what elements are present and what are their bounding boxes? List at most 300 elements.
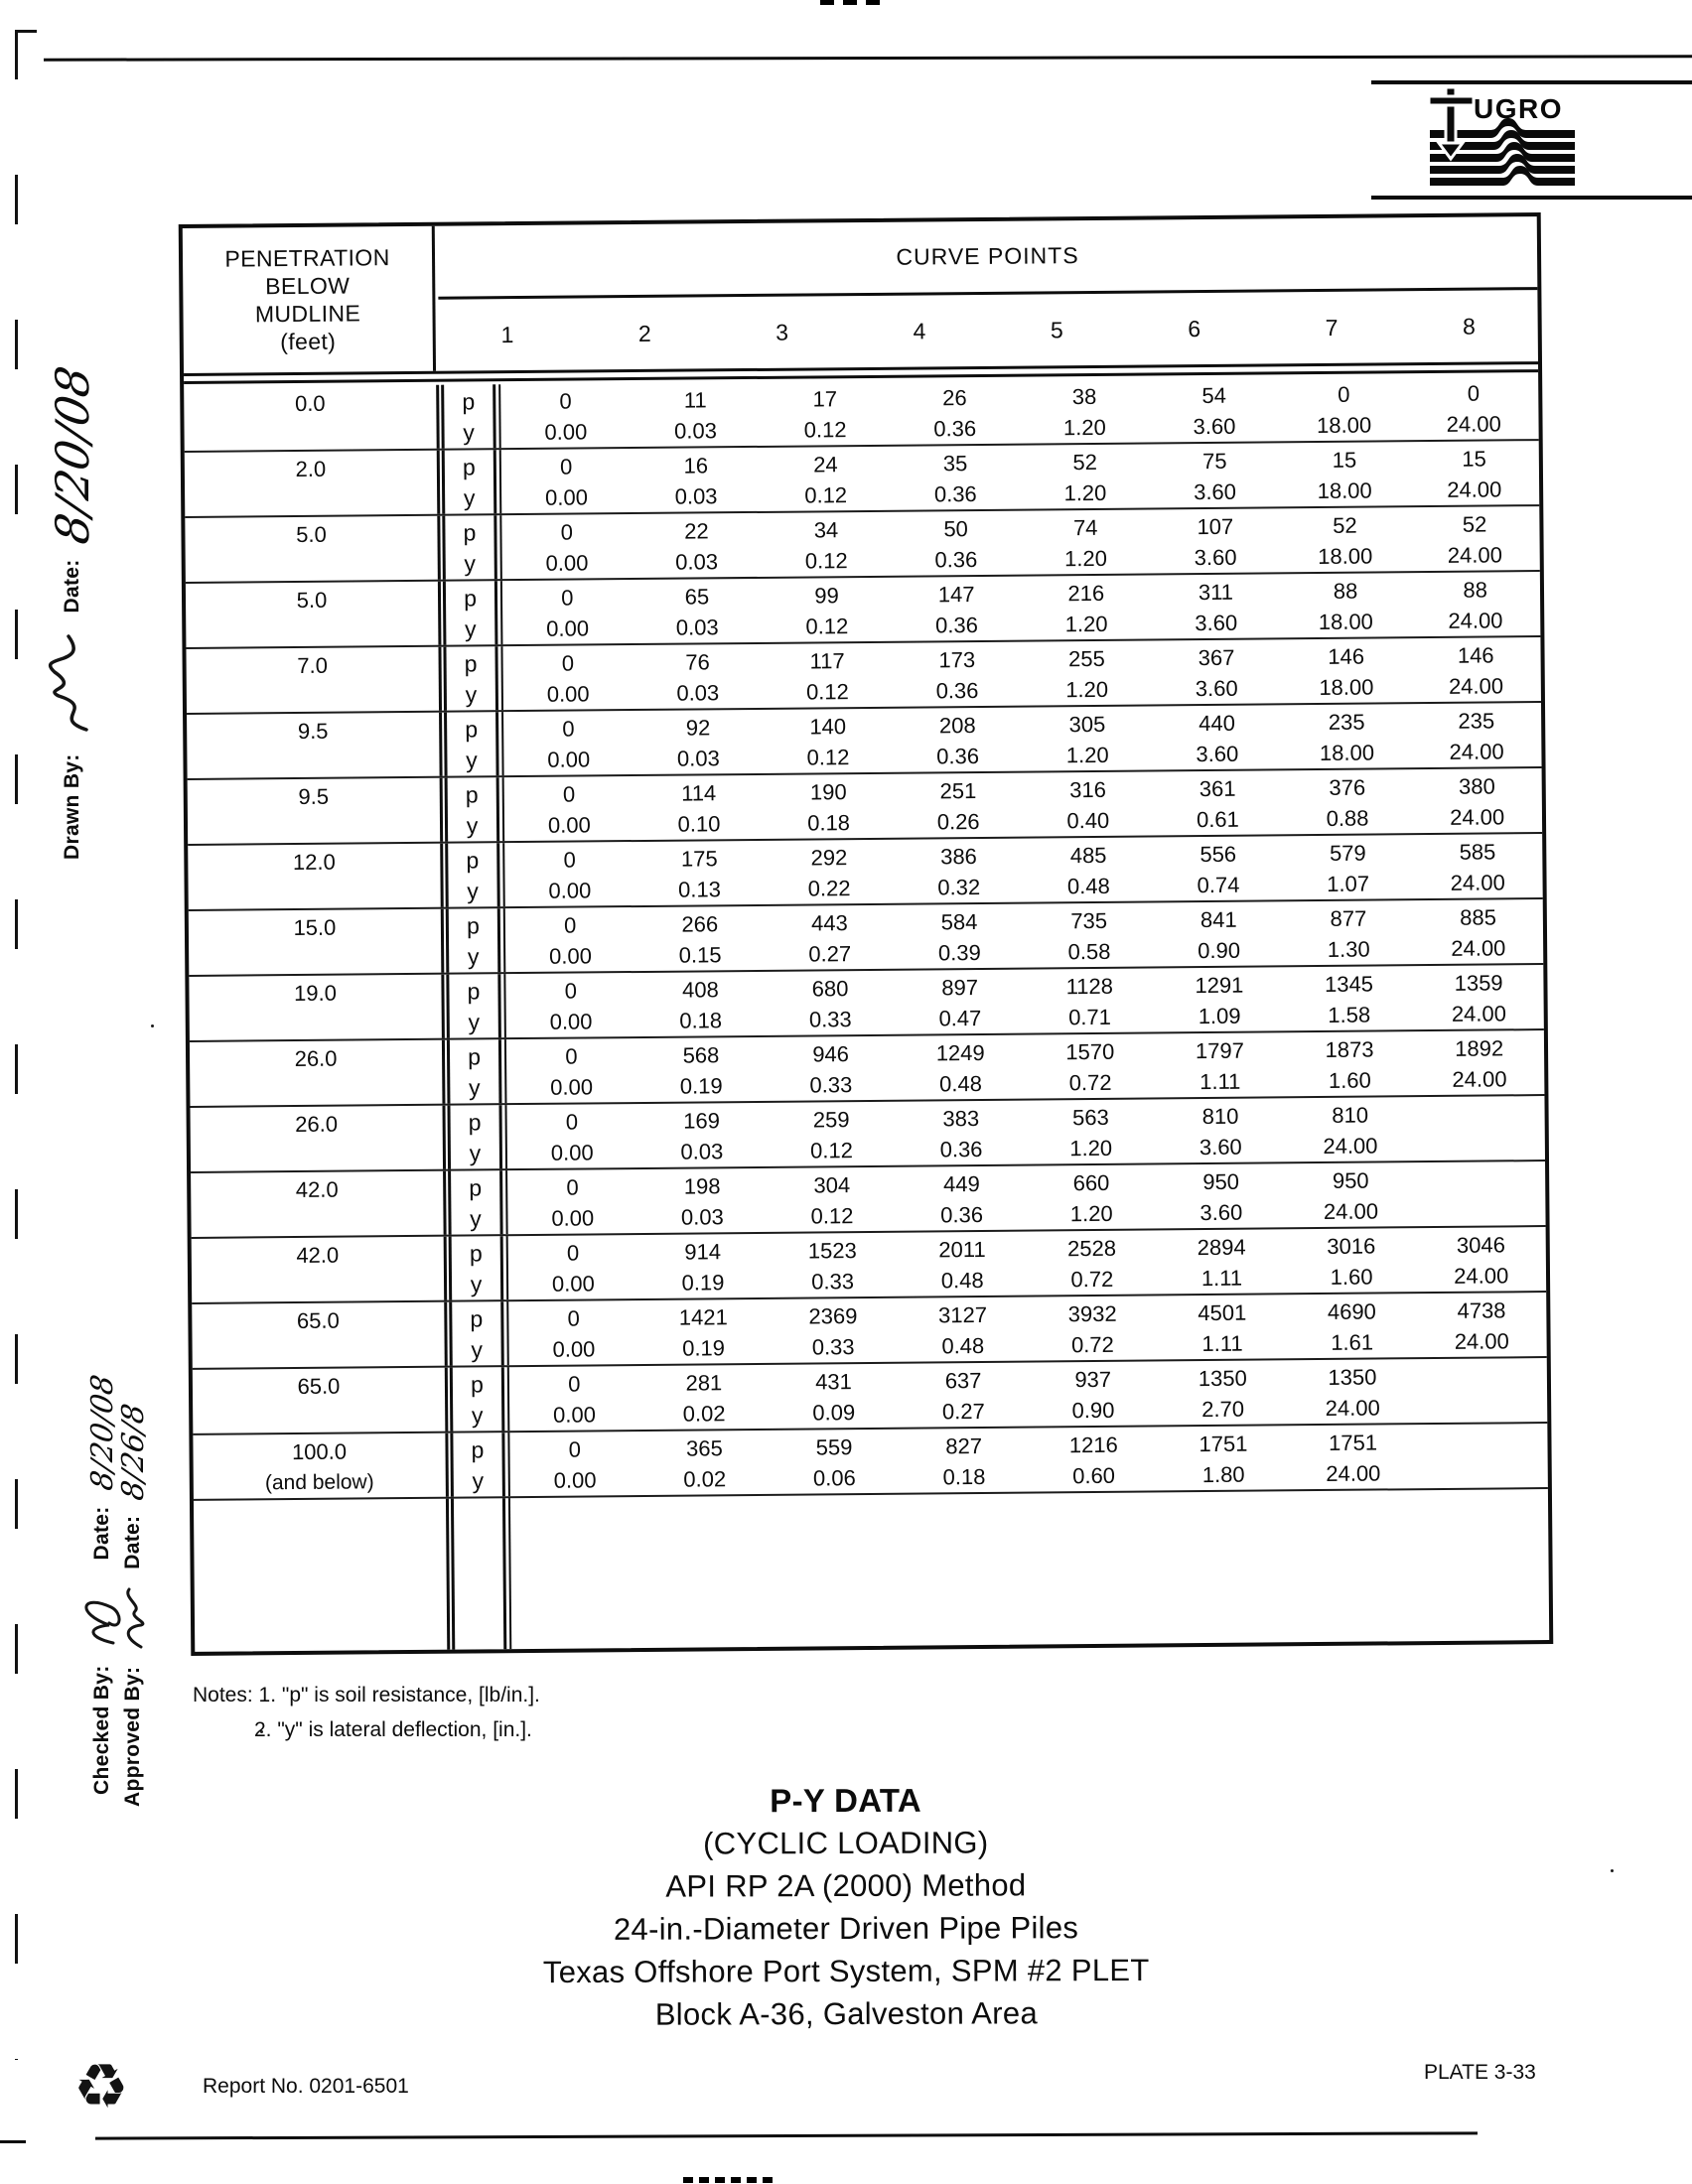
p-value: 1751: [1328, 1430, 1378, 1455]
p-value: 76: [685, 649, 710, 675]
p-value: 563: [1071, 1104, 1109, 1131]
p-label: p: [468, 1109, 482, 1136]
curve-point-4: [893, 708, 1023, 772]
approved-by-date-label: Date:: [121, 1515, 144, 1570]
y-value: 0.40: [1066, 807, 1110, 834]
depth-cell: [186, 647, 442, 713]
p-value: 735: [1070, 907, 1108, 934]
y-value: 0.48: [938, 1070, 983, 1097]
p-value: 24: [813, 452, 838, 478]
depth-value: 5.0: [296, 521, 327, 547]
curve-point-1: [509, 1432, 639, 1496]
py-label-cell: [448, 1170, 503, 1234]
top-edge-artifact: [820, 0, 886, 5]
p-value: 26: [942, 385, 967, 411]
curve-point-2: [631, 382, 761, 447]
p-value: 0: [564, 978, 578, 1004]
depth-note: [190, 1073, 442, 1106]
logo-frame-bottom-line: [1371, 196, 1692, 200]
y-value: 3.60: [1195, 610, 1238, 636]
depth-cell: [193, 1368, 449, 1433]
y-value: 0.03: [676, 680, 720, 706]
title-line: Block A-36, Galveston Area: [654, 1995, 1039, 2032]
table-row: [185, 506, 1540, 584]
p-value: 810: [1332, 1102, 1369, 1128]
checked-by-label: Checked By:: [90, 1665, 113, 1795]
y-value: 0.00: [547, 747, 591, 772]
curve-point-8: [1410, 572, 1540, 636]
depth-header-line: PENETRATION: [224, 244, 390, 272]
y-value: 0.61: [1196, 806, 1239, 833]
p-value: 443: [810, 910, 848, 936]
curve-point-7: [1288, 1425, 1418, 1489]
p-value: 198: [683, 1173, 721, 1199]
y-value: 0.06: [812, 1465, 856, 1491]
p-value: 827: [945, 1433, 983, 1459]
curve-point-7: [1286, 1228, 1416, 1293]
p-value: 660: [1072, 1169, 1110, 1196]
depth-cell: [186, 582, 442, 647]
curve-values: [503, 965, 1544, 1037]
depth-cell: [189, 909, 445, 975]
bottom-edge-artifact: [683, 2177, 775, 2183]
y-value: 0.03: [680, 1204, 724, 1230]
y-value: 0.12: [806, 745, 850, 770]
curve-point-2: [639, 1431, 770, 1495]
y-value: 24.00: [1452, 1066, 1507, 1092]
curve-point-4: [891, 446, 1021, 510]
curve-point-1: [505, 907, 635, 972]
curve-point-5: [1022, 640, 1152, 705]
y-value: 0.26: [936, 808, 980, 835]
y-value: 1.20: [1069, 1200, 1113, 1227]
y-value: 0.88: [1326, 805, 1369, 831]
depth-cell: [192, 1302, 448, 1368]
curve-point-5: [1024, 902, 1154, 967]
py-label-cell: [443, 581, 498, 644]
note-line: 2. "y" is lateral deflection, [in.].: [254, 1718, 532, 1741]
curve-point-5: [1024, 837, 1154, 901]
py-label-cell: [450, 1367, 505, 1431]
py-label-cell: [447, 1105, 502, 1168]
y-value: 0.00: [546, 615, 590, 641]
approved-by-label: Approved By:: [121, 1666, 144, 1807]
p-value: 376: [1329, 774, 1366, 800]
depth-cell: [189, 975, 445, 1040]
y-value: 3.60: [1193, 413, 1236, 440]
y-value: 0.12: [803, 417, 847, 443]
curve-point-8: [1411, 637, 1541, 702]
p-value: 38: [1071, 383, 1097, 410]
y-value: 0.12: [804, 548, 848, 574]
p-value: 305: [1068, 711, 1106, 738]
curve-point-3: [765, 905, 895, 970]
y-value: 0.48: [941, 1332, 985, 1359]
title-line: (CYCLIC LOADING): [703, 1825, 989, 1861]
p-value: 140: [809, 714, 847, 740]
curve-point-2: [632, 513, 762, 578]
p-value: 0: [560, 519, 574, 545]
curve-point-4: [896, 1035, 1026, 1100]
curve-point-2: [636, 1103, 767, 1167]
depth-value: [194, 1501, 446, 1534]
table-row: [186, 572, 1541, 649]
p-label: p: [462, 454, 476, 480]
curve-point-3: [766, 1036, 896, 1101]
depth-value: 2.0: [295, 456, 327, 481]
p-value: 304: [813, 1172, 851, 1198]
p-value: 2894: [1197, 1234, 1246, 1261]
depth-value: 19.0: [293, 980, 338, 1007]
curve-point-1: [508, 1300, 638, 1365]
curve-point-6: [1150, 443, 1280, 507]
p-value: 99: [814, 583, 839, 609]
curve-point-6: [1158, 1360, 1288, 1425]
curve-point-4: [898, 1232, 1028, 1297]
y-value: 0.00: [544, 484, 588, 510]
curve-values: [507, 1358, 1548, 1431]
p-value: 0: [561, 650, 575, 676]
p-value: 946: [812, 1041, 850, 1067]
p-value: 4690: [1327, 1298, 1376, 1324]
p-value: 235: [1328, 709, 1365, 735]
p-label: p: [463, 519, 477, 546]
curve-point-6: [1156, 1098, 1286, 1162]
y-label: y: [466, 812, 479, 839]
depth-cell: [192, 1237, 448, 1302]
y-value: 0.22: [807, 876, 851, 901]
y-label: y: [469, 1140, 482, 1166]
p-value: 173: [938, 647, 976, 673]
py-label-cell: [450, 1433, 505, 1496]
y-value: 1.20: [1062, 414, 1106, 441]
recycle-icon: ♻: [73, 2053, 129, 2121]
curve-point-8: [1413, 834, 1543, 898]
p-value: 235: [1458, 708, 1495, 734]
depth-header-line: BELOW: [265, 272, 351, 300]
depth-cell: [193, 1433, 449, 1499]
curve-point-5: [1023, 706, 1153, 770]
curve-point-5: [1021, 509, 1151, 574]
depth-value: 42.0: [296, 1242, 340, 1269]
y-value: 24.00: [1450, 804, 1505, 830]
p-value: [1415, 1163, 1545, 1195]
corner-tick-mark: [15, 30, 37, 33]
p-value: 74: [1072, 514, 1098, 541]
curve-point-8: [1412, 768, 1542, 833]
p-value: 3016: [1327, 1233, 1376, 1259]
table-row: [184, 375, 1539, 453]
curve-point-2: [631, 448, 761, 512]
p-value: 367: [1198, 644, 1235, 671]
depth-cell: [188, 844, 444, 909]
y-value: 0.58: [1067, 938, 1111, 965]
curve-point-2: [636, 1037, 767, 1102]
curve-point-4: [895, 904, 1025, 969]
y-value: 1.20: [1063, 545, 1108, 572]
p-value: 0: [561, 585, 574, 611]
curve-point-2: [634, 906, 765, 971]
top-rule-line: [44, 55, 1692, 61]
p-value: 146: [1457, 642, 1494, 668]
p-label: p: [469, 1174, 483, 1201]
p-value: 190: [809, 779, 847, 805]
y-value: 0.03: [674, 483, 718, 509]
p-value: [1415, 1098, 1545, 1130]
curve-point-1: [507, 1169, 637, 1234]
notes-block: [193, 1678, 540, 1747]
y-value: 0.36: [934, 613, 978, 638]
p-value: 408: [681, 977, 719, 1003]
y-value: 0.09: [812, 1400, 856, 1426]
y-value: 0.12: [809, 1138, 853, 1163]
curve-point-5: [1028, 1361, 1158, 1426]
curve-point-6: [1153, 836, 1283, 900]
y-value: 0.19: [681, 1270, 725, 1296]
py-label-cell: [442, 515, 497, 579]
title-line: Texas Offshore Port System, SPM #2 PLET: [542, 1952, 1150, 1990]
depth-note: [187, 680, 439, 713]
y-value: 0.33: [811, 1334, 855, 1360]
curve-point-6: [1157, 1295, 1287, 1359]
p-value: 147: [937, 582, 975, 608]
curve-point-6: [1155, 1032, 1285, 1097]
p-label: p: [470, 1371, 484, 1398]
p-value: 0: [568, 1436, 582, 1462]
depth-cell: [191, 1106, 447, 1171]
curve-point-8: [1411, 703, 1541, 767]
curve-point-1: [501, 514, 632, 579]
logo-frame-top-line: [1371, 80, 1692, 84]
p-value: 92: [685, 715, 711, 741]
curve-point-3: [761, 447, 891, 511]
p-value: 579: [1329, 840, 1366, 866]
curve-point-8: [1408, 375, 1538, 440]
y-value: 0.12: [805, 614, 849, 639]
table-body: [184, 375, 1549, 1652]
p-value: 281: [685, 1370, 723, 1396]
py-label-cell: [445, 777, 500, 841]
curve-point-7: [1285, 1031, 1415, 1096]
py-label-cell: [446, 908, 501, 972]
y-value: 24.00: [1323, 1133, 1378, 1159]
depth-note: [186, 549, 438, 582]
curve-point-col-2: 2: [637, 320, 651, 346]
py-label-cell: [451, 1498, 506, 1649]
p-value: [1417, 1360, 1547, 1392]
p-value: 950: [1332, 1167, 1369, 1193]
curve-values: [499, 441, 1540, 513]
py-label-cell: [449, 1236, 504, 1299]
y-value: 0.00: [546, 681, 590, 707]
curve-point-3: [769, 1364, 899, 1429]
curve-point-6: [1153, 770, 1283, 835]
y-value: 24.00: [1451, 935, 1506, 961]
y-value: 1.60: [1330, 1264, 1373, 1290]
y-value: 0.72: [1068, 1069, 1112, 1096]
y-value: 24.00: [1446, 411, 1501, 437]
y-value: 0.13: [678, 877, 722, 902]
y-value: 24.00: [1447, 477, 1502, 502]
curve-point-1: [509, 1366, 639, 1431]
margin-approved-by-line: [115, 1401, 151, 1807]
curve-point-6: [1152, 639, 1282, 704]
depth-cell: [191, 1171, 447, 1237]
p-value: [1418, 1426, 1548, 1457]
y-value: 18.00: [1319, 740, 1375, 766]
y-value: 0.00: [552, 1336, 596, 1362]
table-row: [187, 703, 1542, 780]
y-value: 3.60: [1196, 741, 1239, 767]
y-value: 0.33: [811, 1269, 855, 1295]
depth-cell: [185, 451, 441, 516]
y-value: 1.09: [1198, 1003, 1241, 1029]
p-value: 1216: [1068, 1432, 1118, 1458]
curve-point-2: [634, 841, 765, 905]
curve-point-3: [764, 840, 894, 904]
y-value: 1.11: [1200, 1265, 1243, 1292]
p-value: 266: [681, 911, 719, 937]
curve-values: [498, 375, 1539, 448]
y-value: 0.12: [804, 482, 848, 508]
y-value: [1416, 1194, 1546, 1226]
y-value: 0.48: [940, 1267, 984, 1294]
curve-point-4: [894, 839, 1024, 903]
curve-point-5: [1027, 1230, 1157, 1295]
curve-point-4: [898, 1297, 1028, 1362]
table-row: [188, 768, 1543, 846]
y-value: 0.00: [551, 1205, 595, 1231]
curve-point-1: [503, 711, 634, 775]
scan-noise: [0, 0, 3, 3]
depth-note: [193, 1335, 445, 1368]
curve-point-7: [1285, 1097, 1415, 1161]
y-label: y: [468, 1009, 481, 1035]
y-label: y: [464, 615, 477, 642]
depth-note: [191, 1139, 443, 1171]
curve-point-6: [1150, 508, 1280, 573]
curve-point-2: [633, 579, 763, 643]
depth-note: [192, 1270, 444, 1302]
depth-value: 42.0: [295, 1176, 339, 1203]
curve-point-7: [1282, 769, 1412, 834]
drawn-by-date-value: 8/20/08: [46, 362, 99, 549]
fugro-logo: [1427, 86, 1578, 190]
curve-values: [505, 1161, 1546, 1234]
p-value: 1128: [1065, 973, 1114, 1000]
p-value: 117: [809, 648, 845, 674]
y-value: 24.00: [1326, 1460, 1381, 1486]
p-value: 175: [680, 846, 718, 872]
curve-values: [500, 637, 1541, 710]
depth-value: 26.0: [295, 1111, 339, 1138]
y-value: 0.12: [810, 1203, 854, 1229]
curve-point-4: [897, 1166, 1027, 1231]
p-value: 440: [1198, 710, 1236, 737]
curve-point-6: [1158, 1426, 1288, 1490]
p-value: 1350: [1198, 1365, 1247, 1392]
y-value: 0.00: [549, 1009, 593, 1034]
depth-note: [184, 418, 436, 451]
y-value: 1.30: [1327, 936, 1370, 962]
curve-point-col-1: 1: [500, 321, 514, 347]
py-label-cell: [442, 450, 497, 513]
depth-cell: [187, 713, 443, 778]
curve-values: [504, 1096, 1545, 1168]
p-value: 1291: [1195, 972, 1244, 999]
p-value: 1570: [1065, 1038, 1115, 1065]
curve-values: [500, 572, 1541, 644]
curve-point-2: [638, 1365, 769, 1430]
y-value: 0.18: [807, 810, 851, 836]
depth-note: [187, 746, 439, 778]
fugro-logo-icon: [1427, 86, 1578, 190]
y-value: 0.47: [938, 1005, 982, 1031]
p-value: 1873: [1325, 1036, 1374, 1062]
curve-point-8: [1414, 965, 1544, 1029]
p-label: p: [464, 650, 478, 677]
drawn-by-date-label: Date:: [61, 559, 83, 614]
curve-point-column-numbers: [438, 290, 1538, 371]
p-value: 11: [683, 387, 707, 413]
curve-point-4: [899, 1363, 1029, 1428]
p-value: 559: [815, 1434, 853, 1460]
curve-values: [502, 768, 1543, 841]
y-value: 0.72: [1070, 1266, 1114, 1293]
p-value: 365: [685, 1435, 723, 1461]
y-label: y: [464, 550, 477, 577]
table-row: [189, 965, 1544, 1042]
depth-note: [190, 1008, 442, 1040]
y-value: 1.11: [1199, 1068, 1241, 1095]
p-value: 1892: [1455, 1035, 1504, 1061]
curve-point-6: [1156, 1163, 1286, 1228]
p-value: 485: [1069, 842, 1107, 869]
page-title: P-Y DATA: [770, 1781, 922, 1820]
py-label-cell: [444, 712, 499, 775]
curve-point-2: [635, 972, 766, 1036]
y-value: 18.00: [1318, 609, 1373, 635]
p-value: 3932: [1067, 1300, 1117, 1327]
y-value: 0.19: [682, 1335, 726, 1361]
y-value: 3.60: [1194, 544, 1237, 571]
plate-number: PLATE 3-33: [1424, 2061, 1536, 2084]
y-value: 24.00: [1448, 673, 1504, 699]
curve-point-3: [760, 381, 890, 446]
p-value: 1523: [807, 1238, 857, 1264]
y-label: y: [471, 1402, 484, 1429]
curve-point-7: [1283, 835, 1413, 899]
y-value: 0.32: [937, 874, 981, 900]
curve-values: [502, 834, 1543, 906]
depth-column-header: [183, 226, 436, 373]
p-value: 0: [1338, 381, 1350, 407]
p-value: 0: [565, 1043, 578, 1069]
p-value: 0: [559, 388, 572, 414]
curve-point-7: [1279, 376, 1409, 441]
depth-value: 9.5: [298, 783, 330, 809]
y-value: 24.00: [1325, 1395, 1380, 1421]
p-value: 431: [815, 1369, 852, 1395]
y-value: 0.00: [552, 1402, 597, 1428]
y-value: 0.48: [1066, 873, 1110, 899]
p-value: 114: [681, 780, 717, 806]
p-value: 316: [1069, 776, 1107, 803]
curve-point-5: [1025, 968, 1155, 1032]
depth-cell: [184, 385, 440, 451]
depth-note: [188, 811, 440, 844]
curve-point-4: [895, 970, 1025, 1034]
